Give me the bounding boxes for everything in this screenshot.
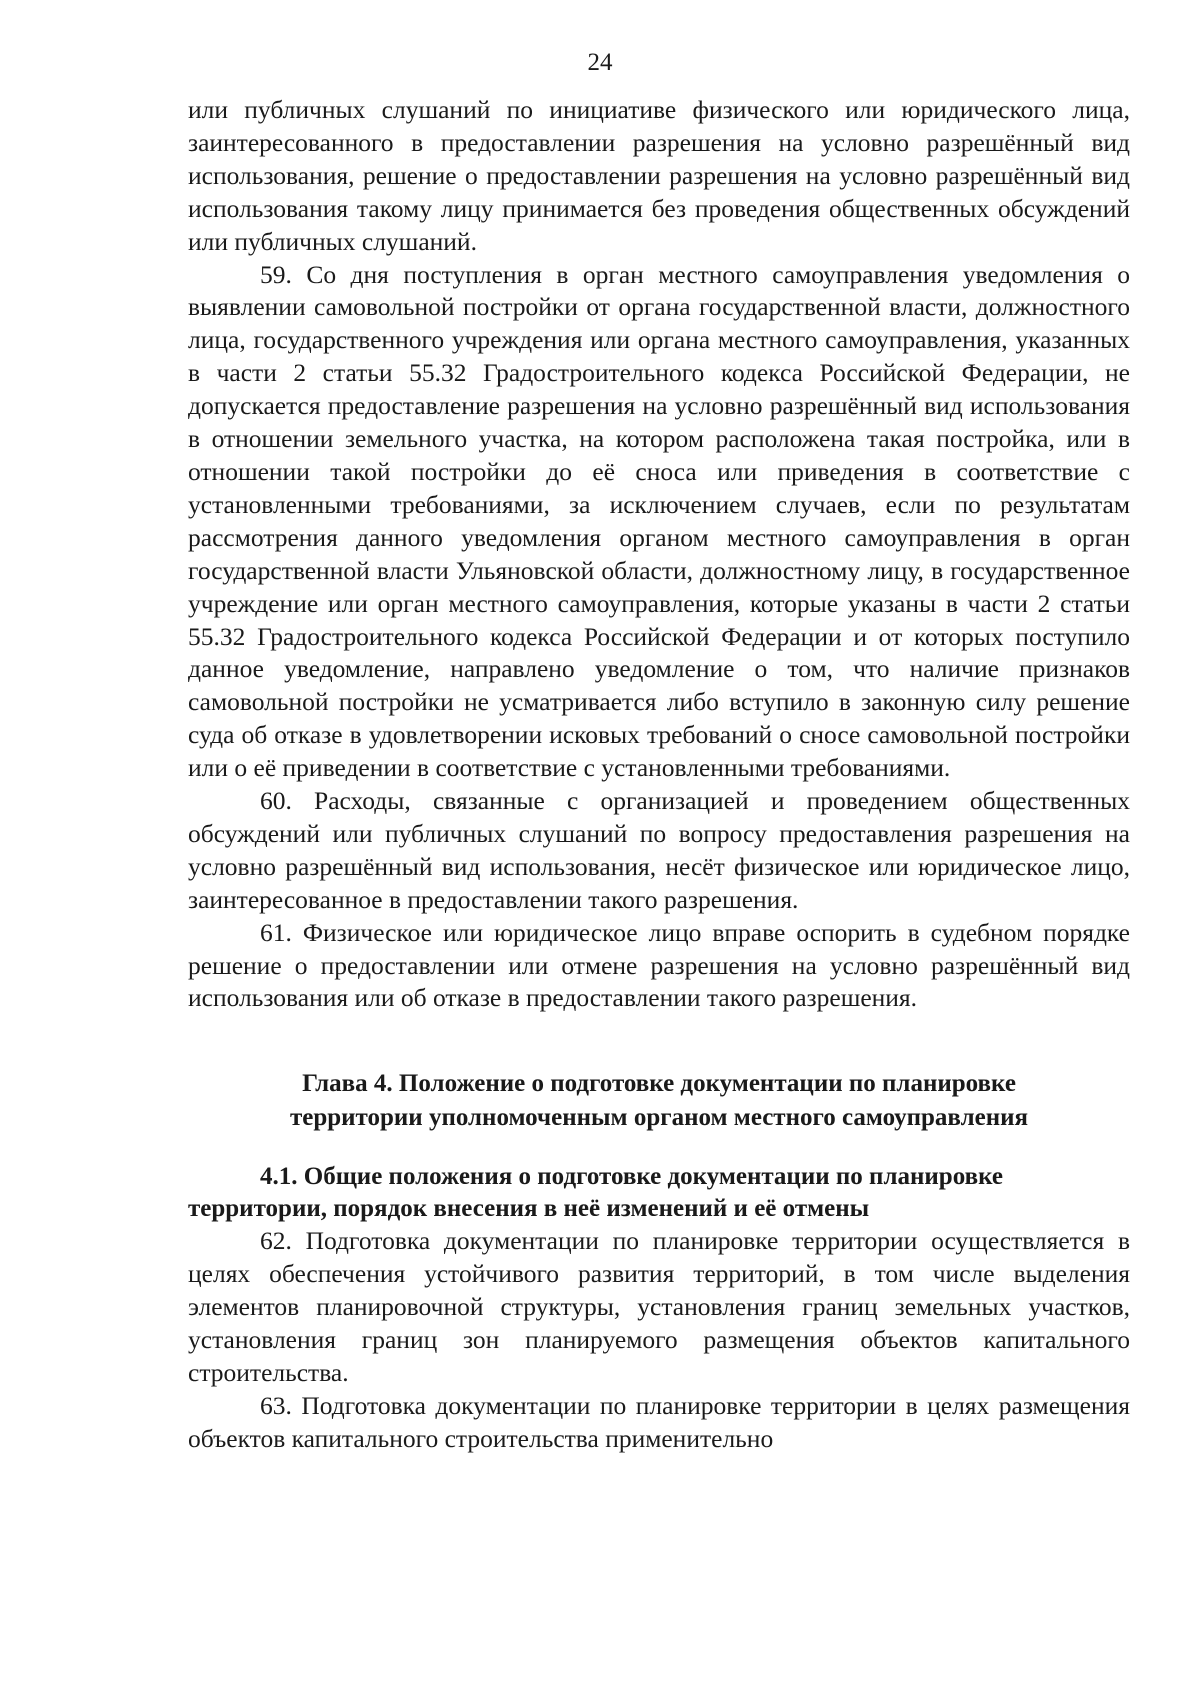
paragraph-61: 61. Физическое или юридическое лицо вправе оспорить в судебном порядке решение о предоставлении или отмене разрешения на условно разрешённый вид использования или об отказе в предоставлении такого разрешения. bbox=[188, 917, 1130, 1013]
chapter-heading-line-2: территории уполномоченным органом местного самоуправления bbox=[289, 1104, 1029, 1132]
page-number: 24 bbox=[587, 49, 613, 76]
paragraph-59: 59. Со дня поступления в орган местного самоуправления уведомления о выявлении самовольной постройки от органа государственной власти, должностного лица, государственного учреждения или органа местного самоуправления, указанных в части 2 статьи 55.32 Градостроительного кодекса Российской Федерации, не допускается предоставление разрешения на условно разрешённый вид использования в отношении земельного участка, на котором расположена такая постройка, или в отношении такой постройки до её сноса или приведения в соответствие с установленными требованиями, за исключением случаев, если по результатам рассмотрения данного уведомления органом местного самоуправления в орган государственной власти Ульяновской области, должностному лицу, в государственное учреждение или орган местного самоуправления, которые указаны в части 2 статьи 55.32 Градостроительного кодекса Российской Федерации и от которых поступило данное уведомление, направлено уведомление о том, что наличие признаков самовольной постройки не усматривается либо вступило в законную силу решение суда об отказе в удовлетворении исковых требований о сносе самовольной постройки или о её приведении в соответствие с установленными требованиями. bbox=[188, 259, 1130, 783]
chapter-heading bbox=[188, 1067, 1130, 1135]
chapter-heading-line-1: Глава 4. Положение о подготовке документации по планировке bbox=[302, 1070, 1016, 1098]
subsection-heading-line-2: территории, порядок внесения в неё изменений и её отмены bbox=[188, 1195, 870, 1223]
subsection-heading-line-1: 4.1. Общие положения о подготовке документации по планировке bbox=[260, 1163, 1003, 1191]
paragraph-60: 60. Расходы, связанные с организацией и проведением общественных обсуждений или публичных слушаний по вопросу предоставления разрешения на условно разрешённый вид использования, несёт физическое или юридическое лицо, заинтересованное в предоставлении такого разрешения. bbox=[188, 786, 1130, 914]
paragraph-62: 62. Подготовка документации по планировке территории осуществляется в целях обеспечения устойчивого развития территорий, в том числе выделения элементов планировочной структуры, установления границ земельных участков, установления границ зон планируемого размещения объектов капитального строительства. bbox=[188, 1226, 1130, 1387]
document-body bbox=[188, 94, 1130, 1456]
subsection-heading bbox=[188, 1161, 1130, 1225]
paragraph-63: 63. Подготовка документации по планировке территории в целях размещения объектов капитального строительства применительно bbox=[188, 1390, 1130, 1453]
paragraph-continuation: или публичных слушаний по инициативе физического или юридического лица, заинтересованного в предоставлении разрешения на условно разрешённый вид использования, решение о предоставлении разрешения на условно разрешённый вид использования такому лицу принимается без проведения общественных обсуждений или публичных слушаний. bbox=[188, 95, 1130, 256]
